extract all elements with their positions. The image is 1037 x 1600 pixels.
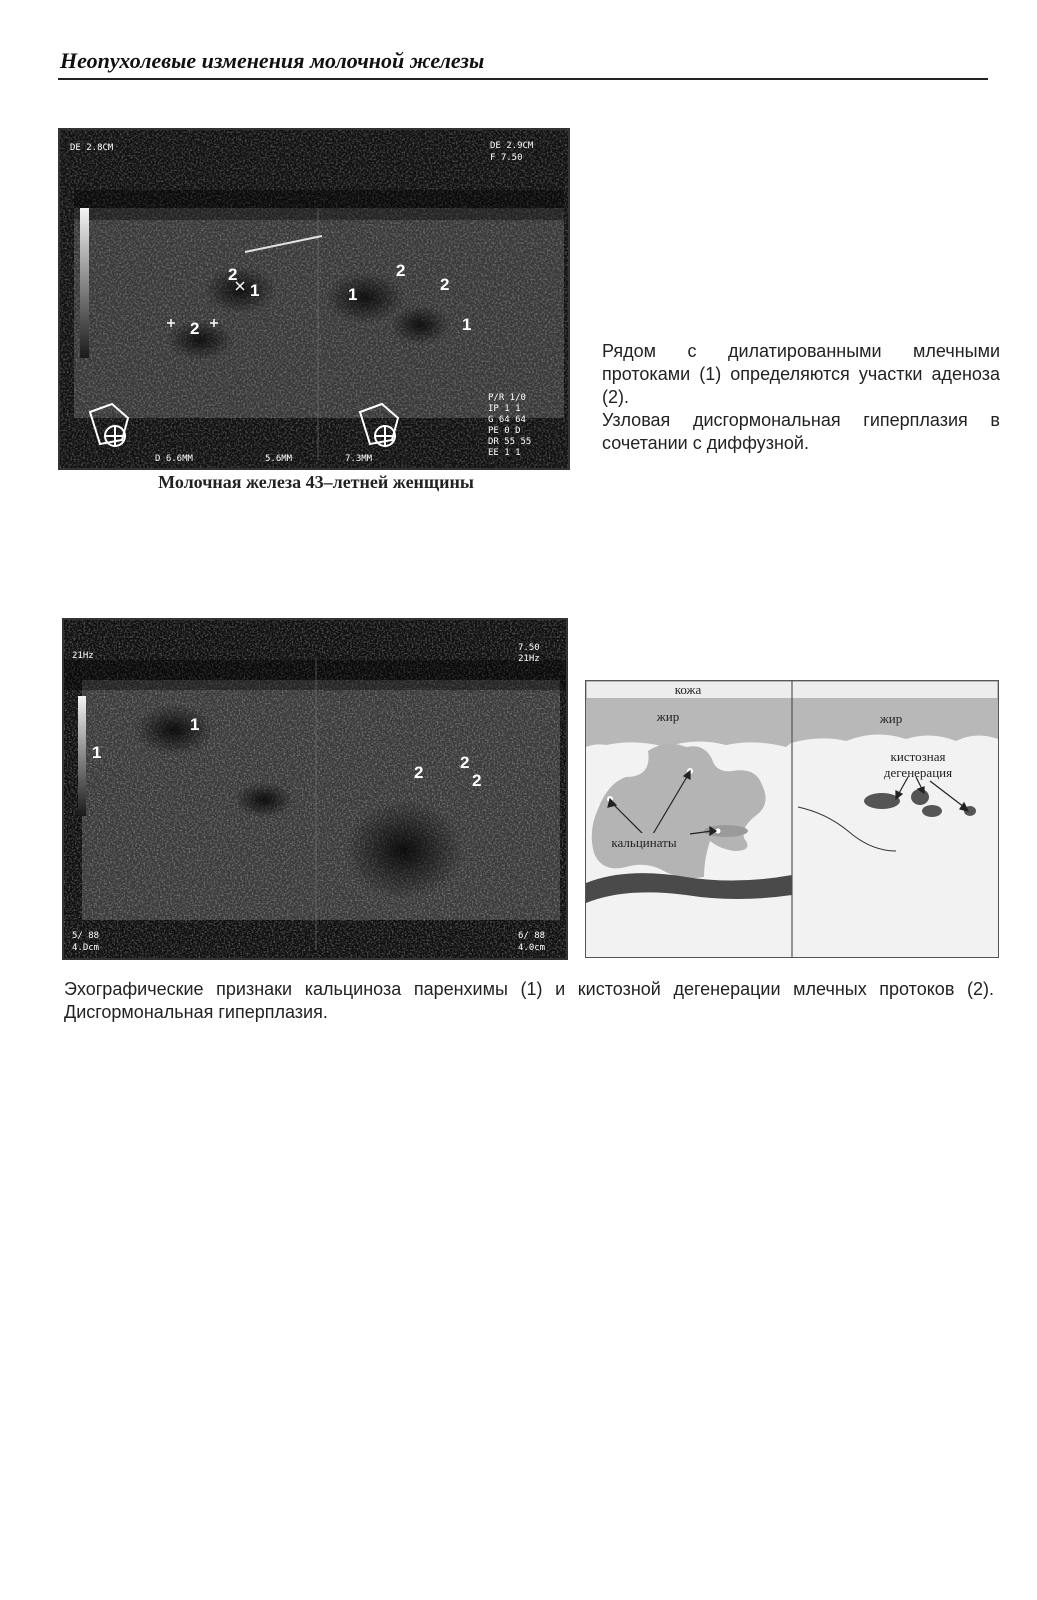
- svg-text:DR 55 55: DR 55 55: [488, 437, 532, 447]
- marker-calcinosis: 1: [92, 743, 102, 762]
- figure-2-caption: Эхографические признаки кальциноза паренхимы (1) и кистозной дегенерации млечных протоков (2). Дисгормональная гиперплазия.: [64, 979, 994, 1022]
- label-cystic-degeneration: кистозная: [890, 749, 946, 764]
- svg-text:G 64 64: G 64 64: [488, 415, 526, 425]
- marker-duct: 1: [348, 285, 358, 304]
- overlay-params-right: 6/ 88: [518, 931, 546, 941]
- marker-cyst: 2: [414, 763, 424, 782]
- marker-duct: 1: [250, 281, 260, 300]
- description-paragraph: Рядом с дилатированными млечными протоками (1) определяются участки аденоза (2).: [602, 341, 1000, 407]
- overlay-depth-left: DE 2.8CM: [70, 143, 114, 153]
- ultrasound-image-2: [62, 618, 568, 960]
- figure-1-description: [602, 340, 1000, 455]
- cyst-shape: [922, 805, 942, 817]
- label-fat: жир: [656, 709, 680, 724]
- svg-text:IP 1 1: IP 1 1: [488, 404, 521, 414]
- marker-cyst: 2: [460, 753, 470, 772]
- overlay-depth-right: DE 2.9CM: [490, 141, 534, 151]
- label-skin: кожа: [674, 682, 702, 697]
- schematic-diagram: [585, 680, 999, 958]
- overlay-measure-1: D 6.6MM: [155, 454, 193, 464]
- overlay-frequency: F 7.50: [490, 153, 523, 163]
- overlay-params-left: 5/ 88: [72, 931, 100, 941]
- label-cystic-degeneration: дегенерация: [883, 765, 953, 780]
- overlay-depth-right: 4.0cm: [518, 943, 546, 953]
- overlay-measure-3: 7.3MM: [345, 454, 373, 464]
- marker-adenosis: 2: [396, 261, 406, 280]
- running-header: Неопухолевые изменения молочной железы: [60, 48, 485, 73]
- svg-text:PE 0 D: PE 0 D: [488, 426, 521, 436]
- overlay-frequency: 7.50: [518, 643, 540, 653]
- marker-adenosis: 2: [440, 275, 450, 294]
- label-fat: жир: [879, 711, 903, 726]
- overlay-frame-rate-left: 21Hz: [72, 651, 94, 661]
- parenchyma-area: [592, 744, 766, 878]
- grayscale-bar: [80, 208, 89, 358]
- overlay-frame-rate-right: 21Hz: [518, 654, 540, 664]
- marker-adenosis: 2: [190, 319, 200, 338]
- overlay-depth-left: 4.Dcm: [72, 943, 100, 953]
- cyst-shape: [911, 789, 929, 805]
- grayscale-bar: [78, 696, 86, 816]
- description-paragraph: Узловая дисгормональная гиперплазия в сочетании с диффузной.: [602, 410, 1000, 453]
- overlay-measure-2: 5.6MM: [265, 454, 293, 464]
- svg-text:P/R 1/0: P/R 1/0: [488, 393, 526, 403]
- marker-calcinosis: 1: [190, 715, 200, 734]
- figure-1-caption: Молочная железа 43–летней женщины: [158, 472, 474, 492]
- label-calcifications: кальцинаты: [611, 835, 677, 850]
- duct-band: [586, 873, 792, 903]
- cyst-shape: [864, 793, 900, 809]
- marker-adenosis: 2: [228, 265, 238, 284]
- header-rule: [58, 78, 988, 80]
- ultrasound-image-1: [58, 128, 570, 470]
- marker-duct: 1: [462, 315, 472, 334]
- svg-text:EE 1 1: EE 1 1: [488, 448, 521, 458]
- marker-cyst: 2: [472, 771, 482, 790]
